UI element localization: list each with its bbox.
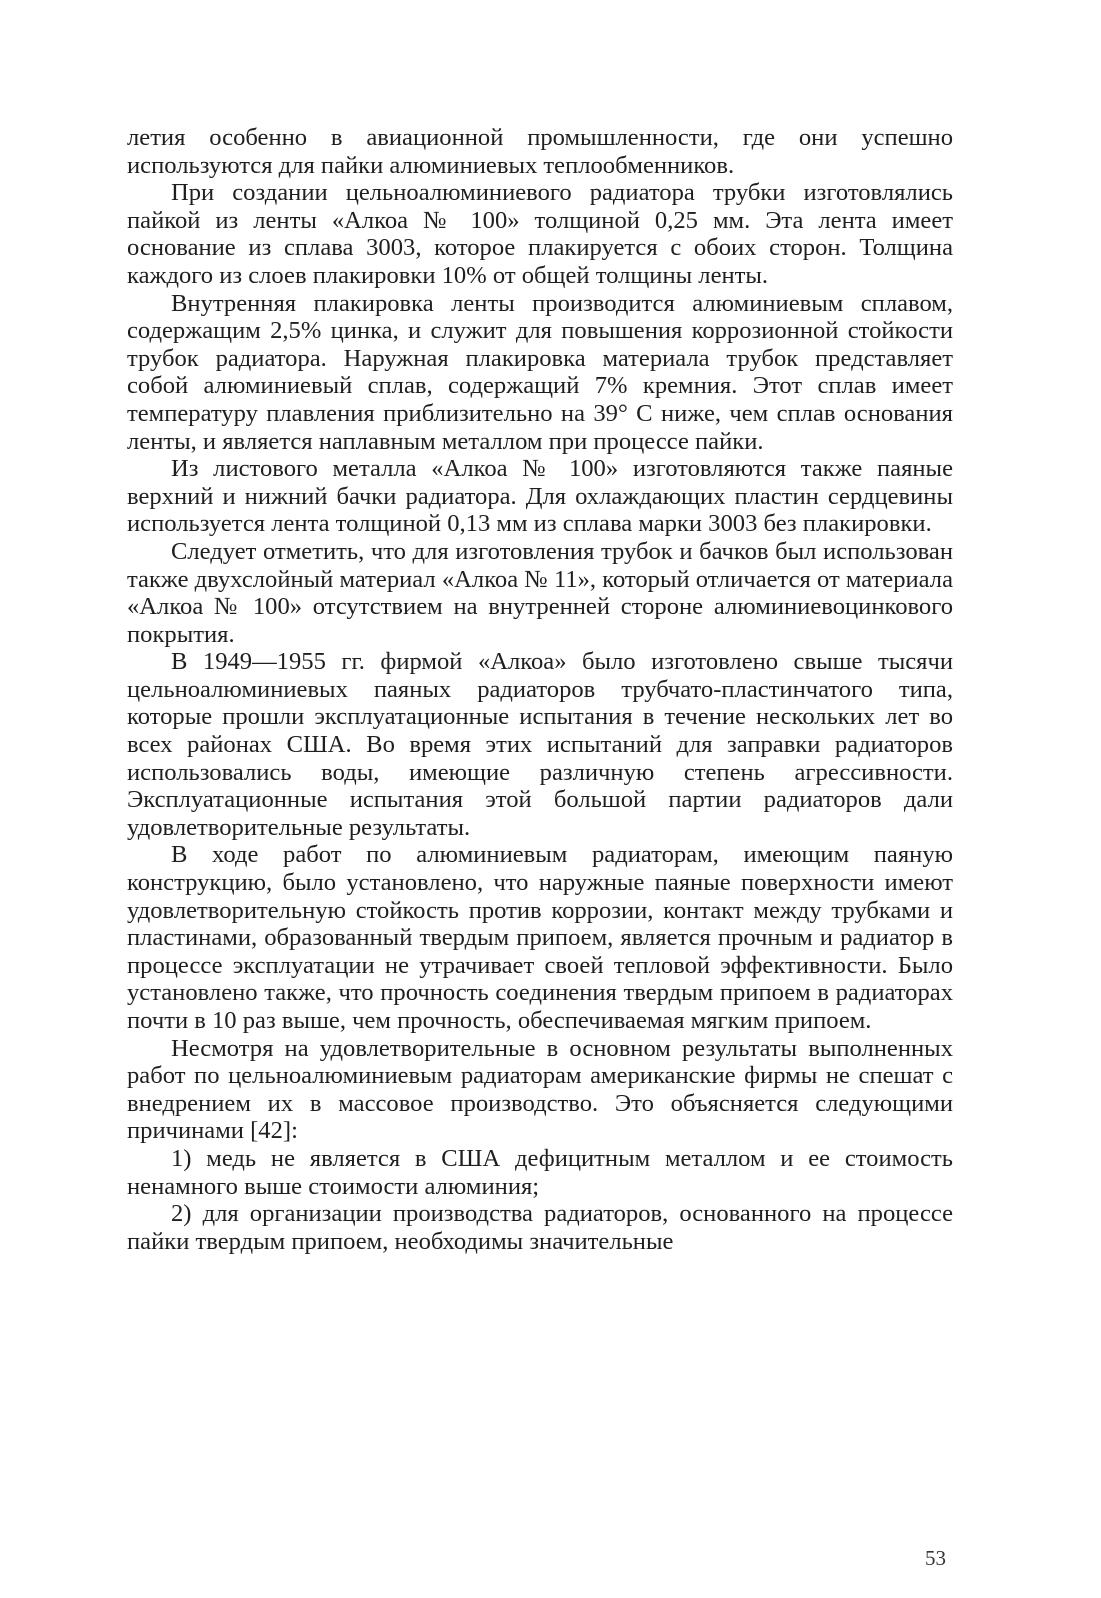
list-item-reason-1: 1) медь не является в США дефицитным металлом и ее стоимость ненамного выше стоимости алюминия;	[127, 1144, 953, 1200]
paragraph-findings: В ходе работ по алюминиевым радиаторам, имеющим паяную конструкцию, было установлено, что наружные паяные поверхности имеют удовлетворительную стойкость против коррозии, контакт между трубками и пластинами, образованный твердым припоем, является прочным и радиатор в процессе эксплуатации не утрачивает своей тепловой эффективности. Было установлено также, что прочность соединения твердым припоем в радиаторах почти в 10 раз выше, чем прочность, обеспечиваемая мягким припоем.	[127, 841, 953, 1034]
paragraph-tube-manufacturing: При создании цельноалюминиевого радиатора трубки изготовлялись пайкой из ленты «Алкоа № 100» толщиной 0,25 мм. Эта лента имеет основание из сплава 3003, которое плакируется с обоих сторон. Толщина каждого из слоев плакировки 10% от общей толщины ленты.	[127, 179, 953, 289]
paragraph-inner-cladding: Внутренняя плакировка ленты производится алюминиевым сплавом, содержащим 2,5% цинка, и служит для повышения коррозионной стойкости трубок радиатора. Наружная плакировка материала трубок представляет собой алюминиевый сплав, содержащий 7% кремния. Этот сплав имеет температуру плавления приблизительно на 39° С ниже, чем сплав основания ленты, и является наплавным металлом при процессе пайки.	[127, 289, 953, 455]
paragraph-two-layer-material: Следует отметить, что для изготовления трубок и бачков был использован также двухслойный материал «Алкоа № 11», который отличается от материала «Алкоа № 100» отсутствием на внутренней стороне алюминиевоцинкового покрытия.	[127, 537, 953, 648]
paragraph-sheet-metal: Из листового металла «Алкоа № 100» изготовляются также паяные верхний и нижний бачки радиатора. Для охлаждающих пластин сердцевины используется лента толщиной 0,13 мм из сплава марки 3003 без плакировки.	[127, 455, 953, 538]
page-number: 53	[925, 1546, 946, 1570]
paragraph-continuation: летия особенно в авиационной промышленности, где они успешно используются для пайки алюминиевых теплообменников.	[127, 124, 953, 179]
paragraph-field-tests: В 1949—1955 гг. фирмой «Алкоа» было изготовлено свыше тысячи цельноалюминиевых паяных радиаторов трубчато-пластинчатого типа, которые прошли эксплуатационные испытания в течение нескольких лет во всех районах США. Во время этих испытаний для заправки радиаторов использовались воды, имеющие различную степень агрессивности. Эксплуатационные испытания этой большой партии радиаторов дали удовлетворительные результаты.	[127, 648, 953, 841]
body-text	[127, 124, 953, 1255]
list-item-reason-2: 2) для организации производства радиаторов, основанного на процессе пайки твердым припоем, необходимы значительные	[127, 1200, 953, 1255]
paragraph-reasons-intro: Несмотря на удовлетворительные в основном результаты выполненных работ по цельноалюминиевым радиаторам американские фирмы не спешат с внедрением их в массовое производство. Это объясняется следующими причинами [42]:	[127, 1034, 953, 1145]
